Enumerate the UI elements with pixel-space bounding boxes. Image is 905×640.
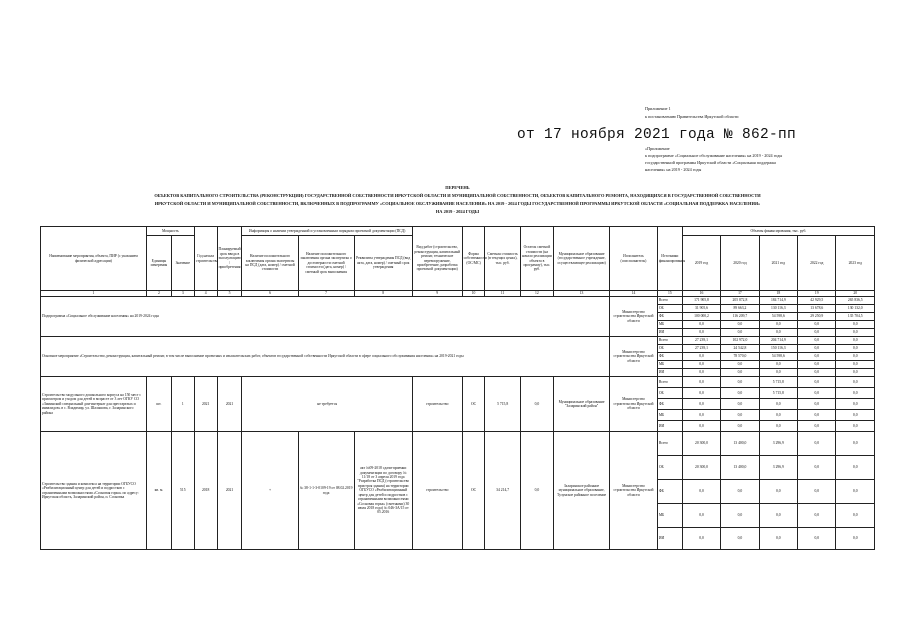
funding-value: 0,0 [798,361,836,369]
funding-source: МБ [657,504,682,528]
col-header-executor: Исполнитель (соисполнитель) [610,227,658,291]
col-number: 16 [682,291,720,297]
sub-appendix: «Приложение [645,146,670,151]
funding-value: 13 678,6 [798,305,836,313]
funding-value: 0,0 [836,421,875,432]
object1-remaining: 0,0 [520,377,553,432]
funding-value: 265 836,5 [836,297,875,305]
col-number: 14 [610,291,658,297]
col-number: 7 [298,291,354,297]
funding-value: 0,0 [836,361,875,369]
col-header-remaining: Остаток сметной стоимости (на начало реализации объекта в программу), тыс. руб. [520,227,553,291]
funding-value: 5 715,8 [759,377,797,388]
funding-value: 116 209,7 [721,313,759,321]
funding-value: 0,0 [721,377,759,388]
funding-value: 89 663,2 [721,305,759,313]
funding-source: Всего [657,432,682,456]
object1-work: строительство [412,377,462,432]
funding-value: 0,0 [798,456,836,480]
table-row [41,432,875,456]
col-header-2022: 2022 год [798,236,836,291]
funding-source: ОБ [657,305,682,313]
object2-ownership: ОС [462,432,485,550]
funding-value: 29 250,9 [798,313,836,321]
col-number: 9 [412,291,462,297]
doc-title: ПЕРЕЧЕНЬ [445,185,470,190]
funding-value: 0,0 [836,528,875,550]
object2-unit: кв. м. [146,432,171,550]
funding-value: 0,0 [759,421,797,432]
col-number: 1 [41,291,147,297]
funding-value: 0,0 [798,377,836,388]
funding-value: 102 972,0 [721,337,759,345]
funding-value: 204 714,9 [759,337,797,345]
object1-start: 2021 [194,377,217,432]
section2-name: Основное мероприятие «Строительство, реконструкция, капитальный ремонт, в том числе выполнение проектных и изыскательских работ, объектов государственной собственности Иркутской области в сфере социального обслуживания населения» на 2019-2021 годы [41,337,610,377]
funding-value: 27 239,1 [682,337,720,345]
col-header-source: Источники финансирования [657,227,682,291]
funding-value: 0,0 [836,456,875,480]
funding-value: 0,0 [759,504,797,528]
funding-source: ИИ [657,528,682,550]
col-header-docs-a: Наличие положительного заключения органа экспертизы на ПСД (дата, номер) / сметной стоимости [242,236,298,291]
appendix-decree: к постановлению Правительства Иркутской области [645,114,739,119]
col-number: 11 [485,291,520,297]
funding-value: 171 905,8 [682,297,720,305]
funding-value: 0,0 [798,480,836,504]
doc-title-line2: ОБЪЕКТОВ КАПИТАЛЬНОГО СТРОИТЕЛЬСТВА (РЕКОНСТРУКЦИИ) ГОСУДАРСТВЕННОЙ СОБСТВЕННОСТИ ИРКУТСКОЙ ОБЛАСТИ И МУНИЦИПАЛЬНОЙ СОБСТВЕННОСТИ, ОБЪЕКТОВ КАПИТАЛЬНОГО РЕМОНТА, НАХОДЯЩИХСЯ В ГОСУДАРСТВЕННОЙ СОБСТВЕННОСТИ [154,193,761,198]
funding-value: 0,0 [836,410,875,421]
funding-value: 54 598,6 [759,313,797,321]
funding-value: 0,0 [682,321,720,329]
funding-source: ФБ [657,399,682,410]
funding-value: 0,0 [759,321,797,329]
funding-value: 5 715,8 [759,388,797,399]
funding-value: 0,0 [682,504,720,528]
funding-value: 0,0 [682,528,720,550]
funding-value: 0,0 [798,504,836,528]
col-header-work-type: Вид работ (строительство, реконструкция, капитальный ремонт, техническое перевооружение, приобретение, разработка проектной документации) [412,227,462,291]
col-number: 6 [242,291,298,297]
col-header-start-year: Год начала строительства [194,227,217,291]
funding-value: 20 300,0 [682,432,720,456]
col-header-plan-year: Планируемый срок ввода в эксплуатацию / приобретения [217,227,242,291]
funding-value: 0,0 [798,369,836,377]
funding-value: 0,0 [836,377,875,388]
object2-docs-b: № 38-1-1-3-0109-19 от 08.02.2019 года [298,432,354,550]
funding-value: 0,0 [682,361,720,369]
object2-docs-c: акт №09-2018 сдачи-приемки документации по договору № 11/18 от 3 апреля 2019 года "Разработка ПСД (строительство пристроя здания) на территории ОГБУСО «Реабилитационный центр для детей и подростков с ограниченными возможностями «Сосновая горка» (сметными) 30 июля 2018 года) № 046-ЗА/15 от 05.2016 [354,432,412,550]
capital-objects-table [40,226,875,550]
funding-value: 0,0 [682,388,720,399]
funding-value: 0,0 [798,353,836,361]
funding-value: 27 239,1 [682,345,720,353]
funding-value: 0,0 [836,353,875,361]
funding-value: 0,0 [836,480,875,504]
funding-value: 0,0 [798,345,836,353]
funding-source: Всего [657,337,682,345]
funding-source: МБ [657,361,682,369]
object2-start: 2018 [194,432,217,550]
funding-value: 0,0 [798,329,836,337]
funding-value: 13 400,0 [721,456,759,480]
funding-value: 0,0 [759,528,797,550]
funding-value: 0,0 [721,421,759,432]
col-number: 4 [194,291,217,297]
object1-name: Строительство модульного дошкольного корпуса на 150 мест с присмотром и уходом для детей в возрасте от 3 лет ОГКУ СО «Зиминский специальный дом-интернат для престарелых и инвалидов» в с. Владимир, ул. Шалашова, г. Заларинского района [41,377,147,432]
object1-executor: Министерство строительства Иркутской области [610,377,658,432]
funding-value: 0,0 [798,321,836,329]
funding-value: 3 296,9 [759,456,797,480]
funding-value: 20 300,0 [682,456,720,480]
funding-value: 54 598,6 [759,353,797,361]
col-number: 12 [520,291,553,297]
funding-source: МБ [657,410,682,421]
funding-value: 0,0 [682,410,720,421]
funding-value: 0,0 [721,399,759,410]
funding-source: МБ [657,321,682,329]
col-number: 13 [554,291,610,297]
doc-title-line4: НА 2019 - 2024 ГОДЫ [435,209,480,214]
funding-value: 130 132,0 [836,305,875,313]
funding-source: ОБ [657,388,682,399]
object2-plan: 2021 [217,432,242,550]
funding-value: 184 714,9 [759,297,797,305]
doc-title-line3: ИРКУТСКОЙ ОБЛАСТИ И МУНИЦИПАЛЬНОЙ СОБСТВЕННОСТИ, ВКЛЮЧЕННЫХ В ПОДПРОГРАММУ «СОЦИАЛЬНОЕ ОБСЛУЖИВАНИЕ НАСЕЛЕНИЯ» НА 2019 - 2024 ГОДЫ ГОСУДАРСТВЕННОЙ ПРОГРАММЫ ИРКУТСКОЙ ОБЛАСТИ «СОЦИАЛЬНАЯ ПОДДЕРЖКА НАСЕЛЕНИЯ» [154,201,761,206]
col-number: 20 [836,291,875,297]
col-header-cost: Сметная стоимость (в текущих ценах), тыс. руб. [485,227,520,291]
col-header-name: Наименование мероприятия, объекта, ПИР (с указанием физической адресации) [41,227,147,291]
funding-value: 0,0 [836,432,875,456]
funding-value: 0,0 [682,353,720,361]
col-header-docs-c: Реквизиты утверждения ПСД (вид акта, дата, номер) / сметный срок утверждения [354,236,412,291]
col-number: 2 [146,291,171,297]
section1-name: Подпрограмма «Социальное обслуживание населения» на 2019-2024 годы [41,297,610,337]
col-header-2019: 2019 год [682,236,720,291]
col-header-funding: Объемы финансирования, тыс. руб. [682,227,874,236]
object2-municipality: Заларинское районное муниципальное образование, Тулунское районное поселение [554,432,610,550]
funding-value: 0,0 [836,388,875,399]
col-number: 10 [462,291,485,297]
table-row [41,297,875,305]
funding-value: 0,0 [836,504,875,528]
col-header-2021: 2021 год [759,236,797,291]
funding-source: Всего [657,297,682,305]
funding-value: 0,0 [836,369,875,377]
funding-value: 0,0 [836,399,875,410]
object1-cost: 5 715,8 [485,377,520,432]
object1-value: 1 [171,377,194,432]
funding-value: 0,0 [721,369,759,377]
table-row [41,377,875,388]
funding-value: 0,0 [721,410,759,421]
funding-source: ИИ [657,421,682,432]
funding-source: ИИ [657,329,682,337]
funding-value: 0,0 [836,321,875,329]
funding-value: 130 116,3 [759,305,797,313]
sub-appendix-line3: государственной программы Иркутской области «Социальная поддержка [645,160,776,165]
funding-value: 0,0 [759,369,797,377]
col-header-municipality: Муниципальное образование (государственное учреждение, осуществляющее реализацию) [554,227,610,291]
funding-value: 0,0 [682,329,720,337]
funding-value: 31 905,6 [682,305,720,313]
funding-source: Всего [657,377,682,388]
funding-value: 0,0 [798,432,836,456]
funding-value: 135 704,5 [836,313,875,321]
col-number: 17 [721,291,759,297]
object2-docs-a: + [242,432,298,550]
funding-value: 150 116,3 [759,345,797,353]
object1-ownership: ОС [462,377,485,432]
col-number: 3 [171,291,194,297]
funding-value: 13 400,0 [721,432,759,456]
object2-work: строительство [412,432,462,550]
sub-appendix-line4: населения» на 2019 - 2024 годы [645,167,702,172]
funding-value: 0,0 [798,337,836,345]
col-number: 19 [798,291,836,297]
col-header-value: Значение [171,236,194,291]
object2-value: 515 [171,432,194,550]
funding-value: 0,0 [836,345,875,353]
funding-value: 78 570,0 [721,353,759,361]
appendix-title: Приложение 1 [645,106,671,111]
funding-value: 0,0 [682,399,720,410]
funding-value: 0,0 [759,480,797,504]
funding-value: 0,0 [798,528,836,550]
object2-executor: Министерство строительства Иркутской области [610,432,658,550]
object1-plan: 2021 [217,377,242,432]
funding-value: 0,0 [759,329,797,337]
funding-value: 0,0 [721,480,759,504]
col-header-docs-info: Информация о наличии утвержденной и установленным порядком проектной документации (ПСД) [242,227,412,236]
object2-cost: 34 214,7 [485,432,520,550]
funding-value: 0,0 [721,528,759,550]
funding-source: ФБ [657,480,682,504]
funding-source: ОБ [657,345,682,353]
funding-value: 100 000,2 [682,313,720,321]
funding-value: 0,0 [759,410,797,421]
funding-source: ИИ [657,369,682,377]
col-header-2023: 2023 год [836,236,875,291]
funding-value: 205 872,8 [721,297,759,305]
funding-value: 0,0 [798,410,836,421]
col-header-docs-b: Наличие положительного заключения органа экспертизы о достоверности сметной стоимости (дата, номер) / сметный срок выполнения [298,236,354,291]
funding-source: ФБ [657,353,682,361]
funding-value: 0,0 [798,388,836,399]
funding-source: ОБ [657,456,682,480]
funding-value: 0,0 [721,388,759,399]
section1-executor: Министерство строительства Иркутской области [610,297,658,337]
col-number: 5 [217,291,242,297]
funding-value: 0,0 [721,504,759,528]
object1-docs: не требуется [242,377,412,432]
object1-unit: шт. [146,377,171,432]
funding-value: 3 296,9 [759,432,797,456]
object2-name: Строительство здания и комплекса на территории ОГБУСО «Реабилитационный центр для детей и подростков с ограниченными возможностями «Сосновая горка» по адресу: Иркутская область, Заларинский район, п. Сосновка [41,432,147,550]
col-header-unit: Единицы измерения [146,236,171,291]
funding-value: 0,0 [836,329,875,337]
decree-stamp: от 17 ноября 2021 года № 862-пп [517,127,797,143]
funding-value: 0,0 [721,321,759,329]
funding-value: 0,0 [759,399,797,410]
funding-value: 0,0 [798,421,836,432]
funding-value: 0,0 [682,480,720,504]
funding-value: 24 542,8 [721,345,759,353]
object2-remaining: 0,0 [520,432,553,550]
funding-value: 0,0 [836,337,875,345]
table-row [41,337,875,345]
object1-municipality: Муниципальное образование "Заларинский район" [554,377,610,432]
col-header-2020: 2020 год [721,236,759,291]
funding-value: 0,0 [721,361,759,369]
funding-value: 0,0 [721,329,759,337]
col-header-capacity: Мощность [146,227,194,236]
funding-value: 0,0 [682,369,720,377]
funding-value: 0,0 [682,377,720,388]
funding-source: ФБ [657,313,682,321]
col-number: 18 [759,291,797,297]
section2-executor: Министерство строительства Иркутской области [610,337,658,377]
funding-value: 0,0 [759,361,797,369]
funding-value: 0,0 [798,399,836,410]
col-number: 15 [657,291,682,297]
col-number: 8 [354,291,412,297]
col-header-ownership: Форма собственности (ОС/МС) [462,227,485,291]
sub-appendix-line2: к подпрограмме «Социальное обслуживание населения» на 2019 - 2024 годы [645,153,783,158]
funding-value: 42 929,5 [798,297,836,305]
funding-value: 0,0 [682,421,720,432]
